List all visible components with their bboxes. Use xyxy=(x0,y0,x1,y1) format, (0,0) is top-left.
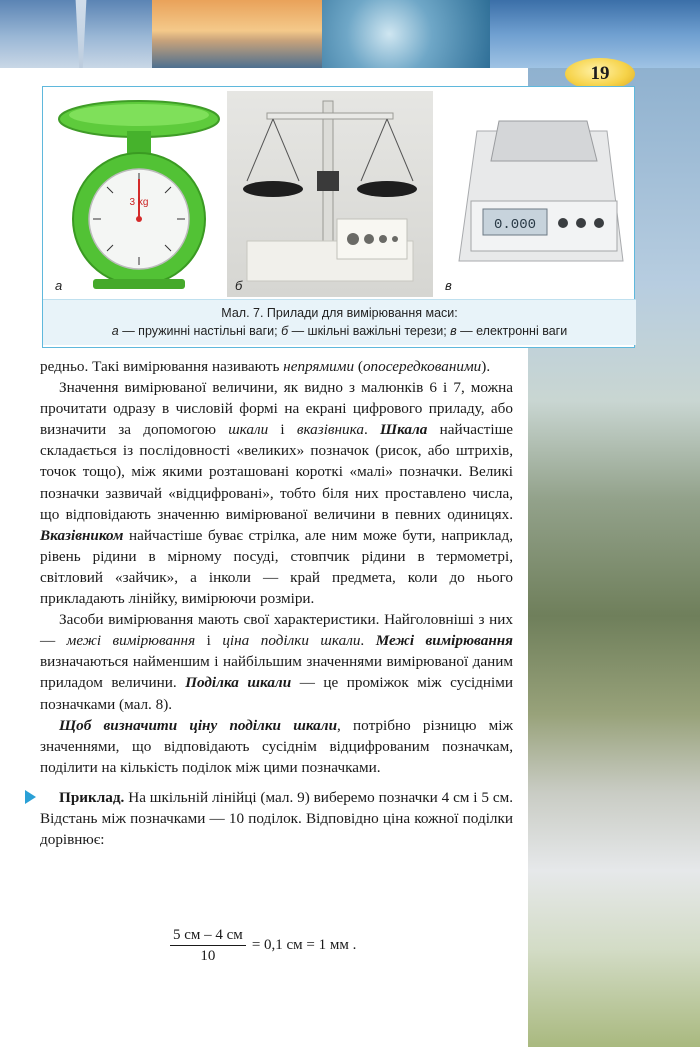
fraction xyxy=(170,925,246,966)
figure-caption-title: Мал. 7. Прилади для вимірювання маси: xyxy=(221,306,458,320)
example-paragraph: Приклад. На шкільній лінійці (мал. 9) виберемо позначки 4 см і 5 см. Відстань між позначками — 10 поділок. Відповідно ціна кожної поділки дорівнює: xyxy=(40,787,513,850)
formula-result: = 0,1 см = 1 мм . xyxy=(251,937,357,953)
electronic-scale-illustration xyxy=(437,91,631,297)
figure-label-a: а xyxy=(55,278,63,293)
spring-scale-photo xyxy=(47,91,223,297)
figure-caption xyxy=(43,299,636,345)
caption-text-a: — пружинні настільні ваги; xyxy=(118,324,282,338)
spring-scale-illustration xyxy=(47,91,223,297)
page-number: 19 xyxy=(565,58,635,90)
fraction-numerator: 5 см – 4 см xyxy=(170,925,246,946)
figure-label-b: б xyxy=(235,278,243,293)
caption-letter-c: в xyxy=(450,324,457,338)
paragraph-1: редньо. Такі вимірювання називають непрямими (опосередкованими). xyxy=(40,358,491,375)
lever-balance-illustration xyxy=(227,91,433,297)
tornado-photo xyxy=(0,0,152,68)
formula xyxy=(170,925,356,966)
caption-letter-b: б xyxy=(281,324,289,338)
dew-web-photo xyxy=(322,0,490,68)
paragraph-2: Значення вимірюваної величини, як видно з малюнків 6 і 7, можна прочитати одразу в числовій формі на екрані цифрового приладу, або визначити за допомогою шкали і вказівника. Шкала найчастіше складається із послідовності «великих» позначок (рисок, або штрихів, точок тощо), між якими розташовані короткі «малі» позначки. Великі позначки зазвичай «відцифровані», тобто біля них проставлено числа, що відповідають значенню вимірюваної величини в певних одиницях. Вказівником найчастіше буває стрілка, але ним може бути, наприклад, рівень рідини в мірному посуді, стовпчик рідини в термометрі, світловий «зайчик», а інколи — край предмета, коли до нього прикладають лінійку, вимірюючи розміри. xyxy=(40,379,514,608)
display-reading-text: 0.000 xyxy=(493,217,537,233)
electronic-scale-photo xyxy=(437,91,631,297)
caption-text-b: — шкільні важільні терези; xyxy=(288,324,451,338)
lever-balance-photo xyxy=(227,91,433,297)
paragraph-3: Засоби вимірювання мають свої характеристики. Найголовніші з них — межі вимірювання і ціна поділки шкали. Межі вимірювання визначаються найменшим і найбільшим значеннями вимірюваної даним приладом величини. Поділка шкали — це проміжок між сусідніми позначками (мал. 8). xyxy=(40,611,514,713)
figure-caption-legend xyxy=(43,322,636,340)
example-label: Приклад. xyxy=(59,788,125,806)
figure-7 xyxy=(42,86,635,348)
caption-letter-a: а xyxy=(111,324,119,338)
scale-reading-text: 3 kg xyxy=(129,197,149,208)
fraction-denominator: 10 xyxy=(200,948,216,964)
main-text xyxy=(40,356,513,850)
paragraph-4: Щоб визначити ціну поділки шкали, потрібно різницю між значеннями, що відповідають сусіднім відцифрованим позначкам, поділити на кількість поділок між цими позначками. xyxy=(40,716,513,776)
caption-text-c: — електронні ваги xyxy=(456,324,568,338)
sunset-photo xyxy=(152,0,322,68)
figure-label-c: в xyxy=(445,278,452,293)
example-arrow-icon xyxy=(25,790,36,804)
